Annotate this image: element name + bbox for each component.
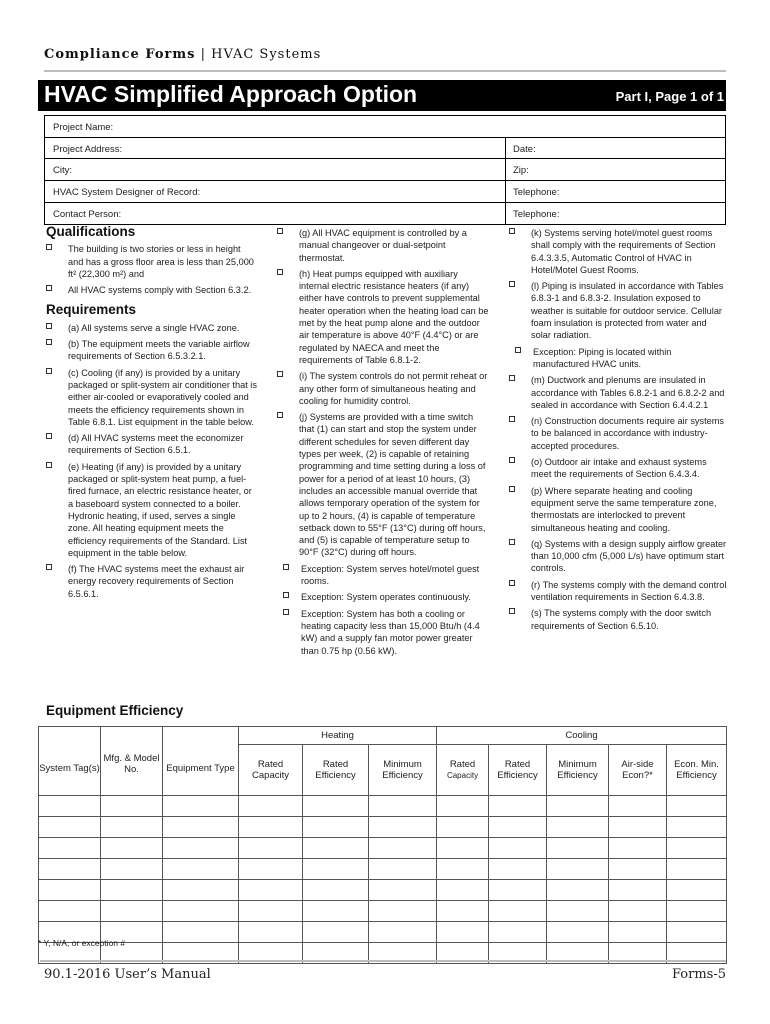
col-cooling-minimum-efficiency: Minimum Efficiency (547, 745, 609, 796)
heating-group-header: Heating (239, 727, 437, 745)
checkbox[interactable] (277, 228, 283, 234)
table-cell[interactable] (489, 859, 547, 880)
cooling-group-header: Cooling (437, 727, 727, 745)
table-cell[interactable] (303, 817, 369, 838)
zip-label: Zip: (513, 165, 529, 176)
checkbox[interactable] (46, 433, 52, 439)
project-info-box (44, 115, 726, 225)
table-cell[interactable] (163, 796, 239, 817)
table-cell[interactable] (547, 880, 609, 901)
date-label: Date: (513, 144, 536, 155)
table-row (39, 922, 727, 943)
project-name-label: Project Name: (53, 122, 114, 133)
col-equipment-type: Equipment Type (163, 727, 239, 796)
header-rule (44, 70, 726, 72)
col-system-tag: System Tag(s) (39, 727, 101, 796)
equipment-efficiency-heading: Equipment Efficiency (46, 703, 184, 718)
list-item: The building is two stories or less in height and has a gross floor area is less than 25,000 ft² (22,300 m²) and (46, 243, 258, 280)
right-column (509, 227, 727, 636)
checkbox[interactable] (283, 609, 289, 615)
exception-item: Exception: System has both a cooling or heating capacity less than 15,000 Btu/h (4.4 kW) and a supply fan motor power greater than 0.75 hp (0.56 kW). (279, 608, 489, 657)
table-cell[interactable] (39, 859, 101, 880)
col-heating-minimum-efficiency: Minimum Efficiency (369, 745, 437, 796)
list-item: (g) All HVAC equipment is controlled by a manual changeover or dual-setpoint thermostat. (277, 227, 489, 264)
checkbox[interactable] (277, 269, 283, 275)
project-name-row[interactable] (45, 116, 725, 137)
table-cell[interactable] (437, 859, 489, 880)
page-title: HVAC Simplified Approach Option (44, 81, 418, 107)
col-heating-rated-capacity: Rated Capacity (239, 745, 303, 796)
header-section: Compliance Forms (44, 47, 196, 62)
col-cooling-rated-capacity: Rated Capacity (437, 745, 489, 796)
footer-page-number: Forms-5 (671, 967, 726, 982)
checkbox[interactable] (283, 592, 289, 598)
project-address-row[interactable] (45, 137, 725, 159)
list-item: (a) All systems serve a single HVAC zone. (46, 322, 258, 334)
title-bar (38, 80, 726, 111)
checkbox[interactable] (46, 323, 52, 329)
telephone-label: Telephone: (513, 209, 560, 220)
table-cell[interactable] (369, 901, 437, 922)
table-cell[interactable] (609, 859, 667, 880)
table-cell[interactable] (667, 817, 727, 838)
checkbox[interactable] (509, 416, 515, 422)
list-item: (s) The systems comply with the door switch requirements of Section 6.5.10. (509, 607, 727, 632)
designer-row[interactable] (45, 180, 725, 202)
table-cell[interactable] (239, 922, 303, 943)
table-cell[interactable] (39, 901, 101, 922)
table-cell[interactable] (667, 901, 727, 922)
footnote: * Y, N/A, or exception # (38, 938, 126, 948)
table-cell[interactable] (163, 880, 239, 901)
table-cell[interactable] (303, 880, 369, 901)
table-cell[interactable] (239, 901, 303, 922)
table-cell[interactable] (39, 838, 101, 859)
list-item: (e) Heating (if any) is provided by a unitary packaged or split-system heat pump, a fuel-fired furnace, an electric resistance heater, or a baseboard system connected to a boiler. Hydronic heating, if used, serves a single zone. All heating equipment meets the efficiency requirements of the Standard. List equipment in the table below. (46, 461, 258, 559)
table-cell[interactable] (239, 880, 303, 901)
project-address-label: Project Address: (53, 144, 123, 155)
checkbox[interactable] (509, 375, 515, 381)
footer-rule (40, 960, 726, 962)
equipment-table (38, 726, 727, 964)
list-item: (i) The system controls do not permit reheat or any other form of simultaneous heating and cooling for humidity control. (277, 370, 489, 407)
footer-manual: 90.1-2016 User’s Manual (44, 967, 211, 982)
table-cell[interactable] (609, 880, 667, 901)
list-item: (r) The systems comply with the demand control ventilation requirements in Section 6.4.3.8. (509, 579, 727, 604)
table-cell[interactable] (163, 901, 239, 922)
checkbox[interactable] (46, 339, 52, 345)
qualifications-heading: Qualifications (46, 224, 136, 239)
table-cell[interactable] (437, 796, 489, 817)
requirements-heading: Requirements (46, 302, 137, 318)
table-cell[interactable] (609, 922, 667, 943)
contact-row[interactable] (45, 202, 725, 224)
table-cell[interactable] (609, 838, 667, 859)
table-cell[interactable] (369, 859, 437, 880)
city-label: City: (53, 165, 72, 176)
table-cell[interactable] (667, 796, 727, 817)
running-header (44, 47, 321, 62)
exception-item: Exception: System serves hotel/motel guest rooms. (279, 563, 489, 588)
list-item: (f) The HVAC systems meet the exhaust air energy recovery requirements of Section 6.5.6.1. (46, 563, 258, 600)
checkbox[interactable] (46, 285, 52, 291)
table-cell[interactable] (101, 838, 163, 859)
checkbox[interactable] (46, 244, 52, 250)
table-cell[interactable] (239, 838, 303, 859)
checkbox[interactable] (277, 412, 283, 418)
col-heating-rated-efficiency: Rated Efficiency (303, 745, 369, 796)
list-item: (k) Systems serving hotel/motel guest rooms shall comply with the requirements of Section 6.4.3.3.5, Automatic Control of HVAC in Hotel/Motel Guest Rooms. (509, 227, 727, 276)
header-separator: | (200, 47, 206, 62)
table-row (39, 796, 727, 817)
table-cell[interactable] (489, 796, 547, 817)
table-cell[interactable] (303, 796, 369, 817)
table-cell[interactable] (667, 922, 727, 943)
table-cell[interactable] (547, 901, 609, 922)
table-cell[interactable] (369, 838, 437, 859)
checkbox[interactable] (46, 368, 52, 374)
city-row[interactable] (45, 158, 725, 180)
list-item: (d) All HVAC systems meet the economizer requirements of Section 6.5.1. (46, 432, 258, 457)
table-cell[interactable] (437, 922, 489, 943)
table-cell[interactable] (489, 901, 547, 922)
checkbox[interactable] (509, 228, 515, 234)
checkbox[interactable] (509, 281, 515, 287)
exception-item: Exception: System operates continuously. (279, 591, 489, 603)
page-info: Part I, Page 1 of 1 (615, 89, 724, 104)
table-cell[interactable] (369, 796, 437, 817)
table-row (39, 817, 727, 838)
table-cell[interactable] (489, 817, 547, 838)
table-cell[interactable] (369, 880, 437, 901)
list-item: (c) Cooling (if any) is provided by a unitary packaged or split-system air conditioner that is either air-cooled or evaporatively cooled and meets the efficiency requirements shown in Table 6.8.1. List equipment in the table below. (46, 367, 258, 428)
table-cell[interactable] (101, 859, 163, 880)
col-mfg-model: Mfg. & Model No. (101, 727, 163, 796)
contact-label: Contact Person: (53, 209, 122, 220)
list-item: (j) Systems are provided with a time switch that (1) can start and stop the system under different schedules for seven different day types per week, (2) is capable of retaining programming and time setting during a loss of power for a period of at least 10 hours, (3) includes an accessible manual override that allows temporary operation of the system for up to 2 hours, (4) is capable of temperature setback down to 55°F (13°C) during off hours, and (5) is capable of temperature setup to 90°F (32°C) during off hours. (277, 411, 489, 559)
table-cell[interactable] (101, 880, 163, 901)
table-row (39, 880, 727, 901)
checkbox[interactable] (509, 486, 515, 492)
checkbox[interactable] (283, 564, 289, 570)
table-cell[interactable] (547, 817, 609, 838)
table-cell[interactable] (667, 838, 727, 859)
column-divider (505, 137, 506, 224)
col-cooling-rated-efficiency: Rated Efficiency (489, 745, 547, 796)
checkbox[interactable] (515, 347, 521, 353)
telephone-label: Telephone: (513, 187, 560, 198)
equipment-table-body (39, 796, 727, 964)
table-cell[interactable] (39, 817, 101, 838)
table-cell[interactable] (667, 859, 727, 880)
table-cell[interactable] (609, 817, 667, 838)
table-cell[interactable] (39, 796, 101, 817)
table-cell[interactable] (609, 901, 667, 922)
table-cell[interactable] (303, 922, 369, 943)
checkbox[interactable] (509, 580, 515, 586)
table-cell[interactable] (547, 859, 609, 880)
table-cell[interactable] (489, 880, 547, 901)
table-cell[interactable] (39, 880, 101, 901)
table-cell[interactable] (101, 901, 163, 922)
table-cell[interactable] (489, 922, 547, 943)
table-cell[interactable] (163, 838, 239, 859)
table-cell[interactable] (437, 817, 489, 838)
table-cell[interactable] (369, 817, 437, 838)
list-item: (l) Piping is insulated in accordance with Tables 6.8.3-1 and 6.8.3-2. Insulation exposed to weather is suitable for outdoor service. Cellular foam insulation is protected from water and solar radiation. (509, 280, 727, 341)
checkbox[interactable] (509, 608, 515, 614)
table-cell[interactable] (303, 901, 369, 922)
table-cell[interactable] (303, 859, 369, 880)
table-cell[interactable] (547, 922, 609, 943)
list-item: (m) Ductwork and plenums are insulated in accordance with Tables 6.8.2-1 and 6.8.2-2 and sealed in accordance with Section 6.4.4.2.1 (509, 374, 727, 411)
table-cell[interactable] (163, 859, 239, 880)
table-row (39, 838, 727, 859)
table-cell[interactable] (239, 817, 303, 838)
checkbox[interactable] (277, 371, 283, 377)
left-column (46, 226, 258, 604)
col-airside-econ: Air-side Econ?* (609, 745, 667, 796)
list-item: (n) Construction documents require air systems to be balanced in accordance with industry-accepted procedures. (509, 415, 727, 452)
exception-item: Exception: Piping is located within manufactured HVAC units. (511, 346, 727, 371)
table-cell[interactable] (609, 796, 667, 817)
table-cell[interactable] (437, 838, 489, 859)
middle-column (277, 227, 489, 661)
table-cell[interactable] (101, 796, 163, 817)
checkbox[interactable] (509, 539, 515, 545)
table-cell[interactable] (369, 922, 437, 943)
table-cell[interactable] (101, 817, 163, 838)
col-econ-min-efficiency: Econ. Min. Efficiency (667, 745, 727, 796)
table-cell[interactable] (303, 838, 369, 859)
list-item: All HVAC systems comply with Section 6.3.2. (46, 284, 258, 296)
table-row (39, 859, 727, 880)
designer-label: HVAC System Designer of Record: (53, 187, 201, 198)
list-item: (b) The equipment meets the variable airflow requirements of Section 6.5.3.2.1. (46, 338, 258, 363)
checkbox[interactable] (46, 564, 52, 570)
table-cell[interactable] (163, 922, 239, 943)
table-cell[interactable] (437, 880, 489, 901)
table-cell[interactable] (667, 880, 727, 901)
checkbox[interactable] (509, 457, 515, 463)
header-topic: HVAC Systems (211, 47, 322, 62)
table-cell[interactable] (547, 838, 609, 859)
list-item: (h) Heat pumps equipped with auxiliary internal electric resistance heaters (if any) either have controls to prevent supplemental heater operation when the heating load can be met by the heat pump alone and the outdoor air temperature is above 40°F (4.4°C) or are regulated by NAECA and meet the requirements of Table 6.8.1-2. (277, 268, 489, 366)
table-cell[interactable] (489, 838, 547, 859)
table-cell[interactable] (239, 859, 303, 880)
list-item: (p) Where separate heating and cooling equipment serve the same temperature zone, thermostats are interlocked to prevent simultaneous heating and cooling. (509, 485, 727, 534)
checkbox[interactable] (46, 462, 52, 468)
table-row (39, 901, 727, 922)
table-cell[interactable] (239, 796, 303, 817)
table-cell[interactable] (437, 901, 489, 922)
list-item: (o) Outdoor air intake and exhaust systems meet the requirements of Section 6.4.3.4. (509, 456, 727, 481)
list-item: (q) Systems with a design supply airflow greater than 10,000 cfm (5,000 L/s) have optimum start controls. (509, 538, 727, 575)
table-cell[interactable] (163, 817, 239, 838)
table-cell[interactable] (547, 796, 609, 817)
